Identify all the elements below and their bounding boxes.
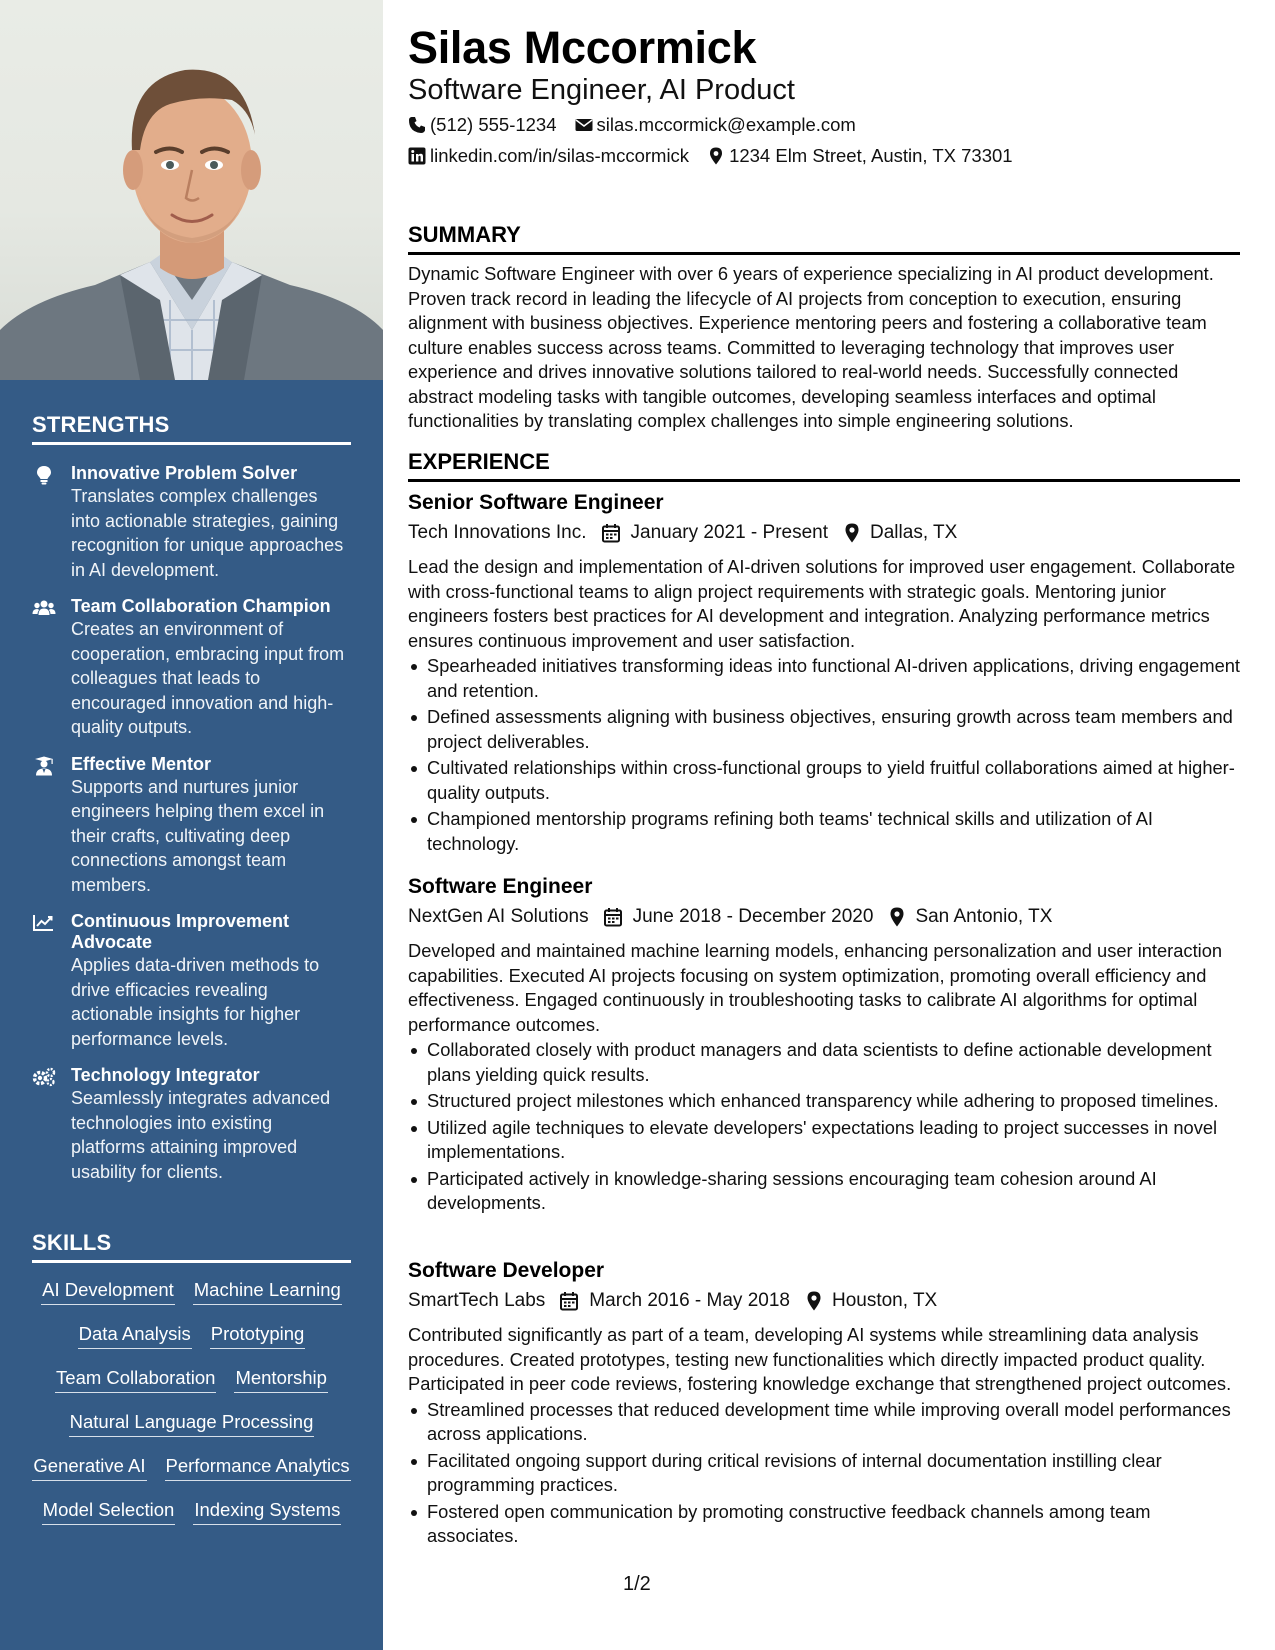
bullet-item: Facilitated ongoing support during critical revisions of internal documentation instilling clear programming practices. <box>408 1449 1240 1498</box>
gears-icon <box>32 1067 56 1087</box>
job-description: Developed and maintained machine learning models, enhancing personalization and user interaction capabilities. Executed AI projects focusing on system optimization, promoting overall efficiency and effectiveness. Engaged continuously in troubleshooting tasks to calibrate AI algorithms for optimal performance outcomes. <box>408 940 1223 1035</box>
skill-tag: Model Selection <box>42 1499 176 1525</box>
bullet-item: Cultivated relationships within cross-functional groups to yield fruitful collaborations aimed at higher-quality outputs. <box>408 756 1240 805</box>
strength-title: Team Collaboration Champion <box>71 596 331 616</box>
strength-item <box>32 463 351 582</box>
job-company: SmartTech Labs <box>408 1290 546 1311</box>
skill-tag: Data Analysis <box>78 1323 192 1349</box>
map-pin-icon <box>804 1291 824 1311</box>
strength-title: Technology Integrator <box>71 1065 260 1085</box>
skill-tag: Mentorship <box>234 1367 328 1393</box>
bullet-item: Participated actively in knowledge-sharing sessions encouraging team cohesion around AI developments. <box>408 1167 1240 1216</box>
job-title: Software Developer <box>408 1259 605 1282</box>
strength-desc: Creates an environment of cooperation, embracing input from colleagues that leads to encouraged innovation and high-quality outputs. <box>71 619 345 737</box>
job-entry <box>408 1258 1240 1551</box>
skill-tag: Generative AI <box>32 1455 146 1481</box>
sidebar <box>0 0 383 1650</box>
contact-row-1 <box>408 114 874 136</box>
skill-tag: Machine Learning <box>193 1279 342 1305</box>
linkedin-link[interactable]: linkedin.com/in/silas-mccormick <box>430 145 690 166</box>
job-description: Lead the design and implementation of AI-driven solutions for improved user engagement. Collaborate with cross-functional teams to align project requirements with strategic goals. Mentoring junior engineers fosters best practices for AI development and integration. Analyzing performance metrics ensures continuous improvement and user satisfaction. <box>408 556 1236 651</box>
lightbulb-icon <box>32 465 56 485</box>
linkedin-icon <box>408 147 426 165</box>
job-entry <box>408 490 1240 858</box>
skill-tag: Indexing Systems <box>193 1499 341 1525</box>
email-link[interactable]: silas.mccormick@example.com <box>596 114 856 135</box>
contact-row-2 <box>408 145 1031 167</box>
strengths-heading: STRENGTHS <box>32 412 351 445</box>
bullet-item: Fostered open communication by promoting constructive feedback channels among team associates. <box>408 1500 1240 1549</box>
job-dates: March 2016 - May 2018 <box>589 1290 790 1311</box>
linkedin-item[interactable] <box>408 145 689 167</box>
skills-section <box>32 1230 351 1539</box>
skill-tag: Team Collaboration <box>55 1367 216 1393</box>
phone-icon <box>408 116 426 134</box>
calendar-icon <box>603 907 623 927</box>
bullet-item: Streamlined processes that reduced development time while improving overall model performances across applications. <box>408 1398 1240 1447</box>
job-bullets <box>408 654 1240 856</box>
strength-title: Continuous Improvement Advocate <box>71 911 290 952</box>
bullet-item: Utilized agile techniques to elevate developers' expectations leading to project successes in novel implementations. <box>408 1116 1240 1165</box>
bullet-item: Spearheaded initiatives transforming ideas into functional AI-driven applications, driving engagement and retention. <box>408 654 1240 703</box>
job-title: Software Engineer <box>408 875 593 898</box>
strength-item <box>32 754 351 898</box>
map-pin-icon <box>707 147 725 165</box>
job-company: Tech Innovations Inc. <box>408 522 587 543</box>
job-meta <box>408 904 1240 930</box>
calendar-icon <box>601 523 621 543</box>
strength-desc: Applies data-driven methods to drive efficacies revealing actionable insights for higher performance levels. <box>71 955 320 1049</box>
bullet-item: Championed mentorship programs refining both teams' technical skills and utilization of AI technology. <box>408 807 1240 856</box>
candidate-role: Software Engineer, AI Product <box>408 74 795 106</box>
skill-tag: AI Development <box>41 1279 175 1305</box>
users-icon <box>32 598 56 618</box>
address-text: 1234 Elm Street, Austin, TX 73301 <box>729 145 1013 166</box>
job-location: Houston, TX <box>831 1290 938 1311</box>
skill-tag: Natural Language Processing <box>69 1411 315 1437</box>
envelope-icon <box>575 116 593 134</box>
job-bullets <box>408 1398 1240 1549</box>
strength-desc: Translates complex challenges into actionable strategies, gaining recognition for unique approaches in AI development. <box>71 486 344 580</box>
map-pin-icon <box>842 523 862 543</box>
strength-title: Effective Mentor <box>71 753 212 774</box>
strength-desc: Supports and nurtures junior engineers helping them excel in their crafts, cultivating deep connections amongst team members. <box>71 776 325 895</box>
strength-desc: Seamlessly integrates advanced technologies into existing platforms attaining improved usability for clients. <box>71 1088 331 1182</box>
job-entry <box>408 874 1240 1218</box>
job-meta <box>408 1288 1240 1314</box>
mentor-icon <box>32 756 56 776</box>
job-description: Contributed significantly as part of a team, developing AI systems while streamlining data analysis procedures. Created prototypes, testing new functionalities which directly impacted product quality. Participated in peer code reviews, fostering knowledge exchange that strengthened project outcomes. <box>408 1324 1232 1394</box>
calendar-icon <box>559 1291 579 1311</box>
job-location: San Antonio, TX <box>915 906 1053 927</box>
phone-text: (512) 555-1234 <box>430 114 557 135</box>
skills-heading: SKILLS <box>32 1230 351 1263</box>
map-pin-icon <box>887 907 907 927</box>
address-item <box>707 145 1013 167</box>
strength-item <box>32 596 351 740</box>
chart-line-icon <box>32 913 56 933</box>
job-location: Dallas, TX <box>870 522 958 543</box>
email-item[interactable] <box>575 114 856 136</box>
strengths-section <box>32 412 351 1184</box>
summary-heading: SUMMARY <box>408 222 1240 255</box>
experience-heading: EXPERIENCE <box>408 449 1240 482</box>
phone-item <box>408 114 557 136</box>
strength-item <box>32 911 351 1051</box>
summary-text: Dynamic Software Engineer with over 6 years of experience specializing in AI product development. Proven track record in leading the lifecycle of AI projects from conception to execution, ensuring alignment with business objectives. Experience mentoring peers and fostering a collaborative team culture enables success across teams. Committed to leveraging technology that improves user experience and drives innovative solutions tailored to real-world needs. Successfully connected abstract modeling tasks with tangible outcomes, developing seamless interfaces and optimal functionalities by translating complex challenges into simple engineering solutions. <box>408 263 1214 431</box>
skills-list <box>32 1275 351 1539</box>
skill-tag: Prototyping <box>210 1323 306 1349</box>
strength-title: Innovative Problem Solver <box>71 463 298 483</box>
job-company: NextGen AI Solutions <box>408 906 589 927</box>
job-dates: January 2021 - Present <box>630 522 829 543</box>
strength-item <box>32 1065 351 1184</box>
page-number: 1/2 <box>623 1573 651 1595</box>
job-title: Senior Software Engineer <box>408 491 664 514</box>
job-meta <box>408 520 1240 546</box>
skill-tag: Performance Analytics <box>165 1455 351 1481</box>
job-dates: June 2018 - December 2020 <box>632 906 874 927</box>
bullet-item: Structured project milestones which enhanced transparency while adhering to proposed timelines. <box>408 1089 1240 1114</box>
job-bullets <box>408 1038 1240 1216</box>
profile-photo <box>0 0 383 380</box>
bullet-item: Defined assessments aligning with business objectives, ensuring growth across team members and project deliverables. <box>408 705 1240 754</box>
bullet-item: Collaborated closely with product managers and data scientists to define actionable development plans yielding quick results. <box>408 1038 1240 1087</box>
candidate-name: Silas Mccormick <box>408 22 757 73</box>
